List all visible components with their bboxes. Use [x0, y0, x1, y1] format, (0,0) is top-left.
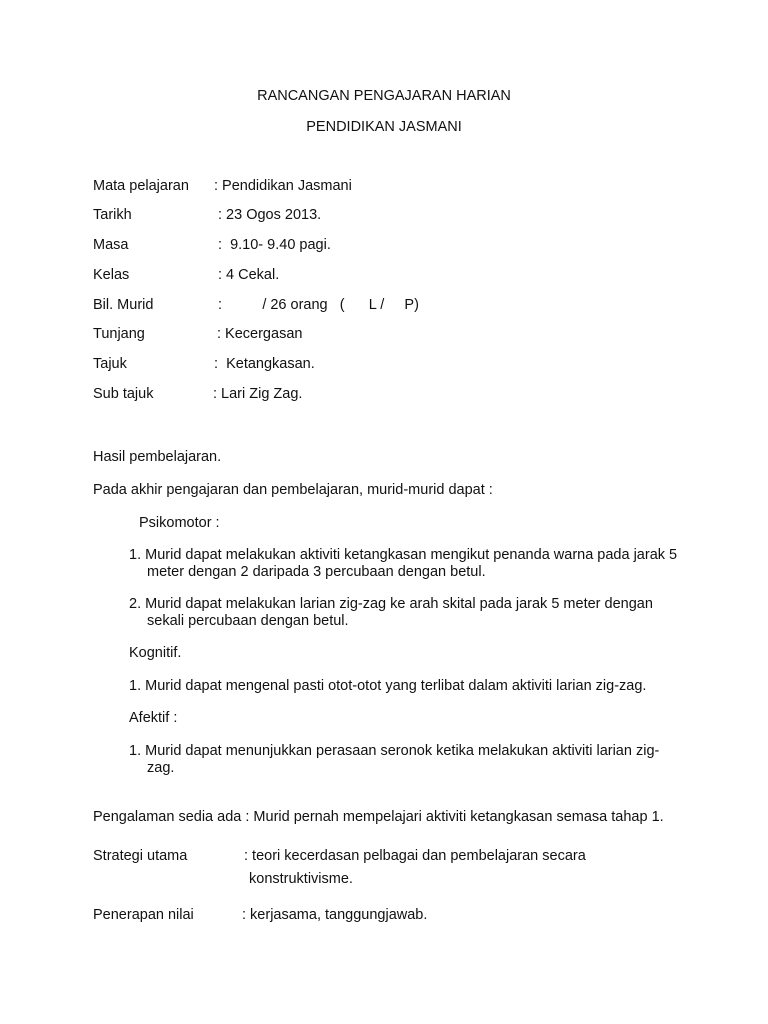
- info-value-masa: : 9.10- 9.40 pagi.: [218, 237, 331, 253]
- field-value-strategi-line-1: : teori kecerdasan pelbagai dan pembelajaran secara: [244, 848, 586, 864]
- afektif-item-1-line-1: 1. Murid dapat menunjukkan perasaan seronok ketika melakukan aktiviti larian zig-: [129, 743, 660, 759]
- info-value-tarikh: : 23 Ogos 2013.: [218, 207, 322, 223]
- psikomotor-item-2-line-1: 2. Murid dapat melakukan larian zig-zag ke arah skital pada jarak 5 meter dengan: [129, 596, 653, 612]
- info-label-mata-pelajaran: Mata pelajaran: [93, 178, 189, 194]
- domain-heading-psikomotor: Psikomotor :: [139, 515, 220, 531]
- info-label-kelas: Kelas: [93, 267, 130, 283]
- field-label-strategi: Strategi utama: [93, 848, 188, 864]
- info-label-masa: Masa: [93, 237, 129, 253]
- section-heading-hasil: Hasil pembelajaran.: [93, 449, 222, 465]
- document-subtitle: PENDIDIKAN JASMANI: [306, 119, 462, 135]
- info-label-tajuk: Tajuk: [93, 356, 127, 372]
- afektif-item-1-line-2: zag.: [147, 760, 175, 776]
- info-label-bil-murid: Bil. Murid: [93, 297, 154, 313]
- info-value-bil-murid: : / 26 orang ( L / P): [218, 297, 419, 313]
- document-title: RANCANGAN PENGAJARAN HARIAN: [257, 88, 511, 104]
- info-label-tarikh: Tarikh: [93, 207, 132, 223]
- info-value-kelas: : 4 Cekal.: [218, 267, 280, 283]
- outcomes-intro: Pada akhir pengajaran dan pembelajaran, murid-murid dapat :: [93, 482, 493, 498]
- field-value-penerapan: : kerjasama, tanggungjawab.: [242, 907, 428, 923]
- psikomotor-item-2-line-2: sekali percubaan dengan betul.: [147, 613, 349, 629]
- psikomotor-item-1-line-2: meter dengan 2 daripada 3 percubaan dengan betul.: [147, 564, 486, 580]
- info-value-tunjang: : Kecergasan: [217, 326, 303, 342]
- kognitif-item-1: 1. Murid dapat mengenal pasti otot-otot yang terlibat dalam aktiviti larian zig-zag.: [129, 678, 647, 694]
- info-value-mata-pelajaran: : Pendidikan Jasmani: [214, 178, 352, 194]
- info-value-tajuk: : Ketangkasan.: [214, 356, 315, 372]
- field-label-penerapan: Penerapan nilai: [93, 907, 194, 923]
- psikomotor-item-1-line-1: 1. Murid dapat melakukan aktiviti ketangkasan mengikut penanda warna pada jarak 5: [129, 547, 678, 563]
- field-value-strategi-line-2: konstruktivisme.: [249, 871, 353, 887]
- domain-heading-kognitif: Kognitif.: [129, 645, 182, 661]
- info-value-sub-tajuk: : Lari Zig Zag.: [213, 386, 303, 402]
- info-label-tunjang: Tunjang: [93, 326, 145, 342]
- field-pengalaman: Pengalaman sedia ada : Murid pernah mempelajari aktiviti ketangkasan semasa tahap 1.: [93, 809, 664, 825]
- info-label-sub-tajuk: Sub tajuk: [93, 386, 154, 402]
- domain-heading-afektif: Afektif :: [129, 710, 178, 726]
